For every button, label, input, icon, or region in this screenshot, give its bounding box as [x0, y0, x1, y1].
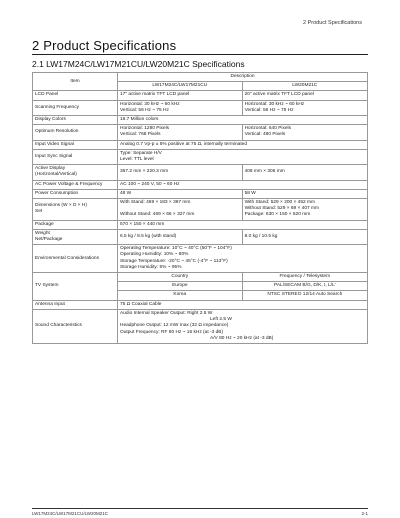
table-row [33, 189, 368, 198]
sound-line: Audio Internal Speaker Output: Right 2.5 W [120, 310, 213, 316]
spec-item: AC Power Voltage & Frequency [33, 180, 118, 189]
spec-value: 16.7 Million colors [118, 116, 368, 125]
spec-value-b: Horizontal: 640 Pixels Vertical: 480 Pixels [242, 125, 367, 140]
spec-table-body [33, 73, 368, 344]
table-header-row [33, 73, 368, 82]
sound-line: Headphone Output: 12 mW max (32 Ω impedance) [120, 323, 229, 329]
spec-value-a: Horizontal: 30 kHz ~ 60 kHz Vertical: 56 Hz ~ 75 Hz [118, 100, 243, 115]
table-row [33, 180, 368, 189]
spec-item: Display Colors [33, 116, 118, 125]
spec-value-a: With Stand: 469 × 183 × 367 mm Without Stand: 469 × 66 × 327 mm [118, 199, 243, 221]
spec-item: Antenna Input [33, 300, 118, 309]
col-a-header: LW17M24C/LW17M21CU [118, 82, 243, 91]
table-row [33, 229, 368, 244]
running-head: 2 Product Specifications [302, 20, 362, 26]
title-rule [32, 54, 368, 55]
tv-country: Korea [118, 291, 243, 300]
spec-value: AC 100 ~ 240 V, 50 ~ 60 Hz [118, 180, 368, 189]
spec-item: Input Video Signal [33, 140, 118, 149]
tv-country: Europe [118, 282, 243, 291]
spec-item: TV System [33, 273, 118, 301]
tv-freq: NTSC STEREO 12/14 Auto Search [242, 291, 367, 300]
spec-value-b: With Stand: 529 × 200 × 452 mm Without Stand: 529 × 69 × 407 mm Package: 630 × 150 × 520 mm [242, 199, 367, 221]
spec-item: Package [33, 220, 118, 229]
spec-value-a: 6.5 kg / 8.5 kg (with stand) [118, 229, 243, 244]
spec-value-a: Horizontal: 1280 Pixels Vertical: 768 Pixels [118, 125, 243, 140]
spec-value-a: 17" active matrix TFT LCD panel [118, 91, 243, 100]
section-title: 2.1 LW17M24C/LW17M21CU/LW20M21C Specifications [32, 59, 245, 69]
table-row [33, 91, 368, 100]
spec-item: Optimum Resolution [33, 125, 118, 140]
footer-rule [32, 508, 368, 509]
item-header-label: Item [70, 78, 80, 84]
spec-item: Sound Characteristics [33, 309, 118, 343]
spec-item: Weight Net/Package [33, 229, 118, 244]
spec-item: Active Display (Horizontal/Vertical) [33, 165, 118, 180]
spec-value: 570 × 150 × 440 mm [118, 220, 368, 229]
page-title: 2 Product Specifications [32, 38, 177, 53]
table-row [33, 140, 368, 149]
footer-model: LW17M24C/LW17M21CU/LW20M21C [32, 511, 109, 516]
item-header [33, 73, 118, 91]
sound-line: Output Frequency: RF 80 Hz ~ 15 kHz (at -3 dB) [120, 329, 224, 335]
table-row [33, 125, 368, 140]
table-row [33, 116, 368, 125]
table-row [33, 300, 368, 309]
table-row [33, 100, 368, 115]
page-number: 2-1 [361, 511, 368, 516]
spec-value: Type: Separate H/V Level: TTL level [118, 149, 368, 164]
col-b-header: LW20M21C [242, 82, 367, 91]
spec-value-b: 8.0 kg / 10.5 kg [242, 229, 367, 244]
spec-value-b: 408 mm × 306 mm [242, 165, 367, 180]
table-row [33, 149, 368, 164]
spec-value [118, 309, 368, 343]
spec-item: LCD Panel [33, 91, 118, 100]
spec-value: Operating Temperature: 10°C ~ 40°C (50°F ~ 104°F) Operating Humidity: 10% ~ 80% Storage Temperature: -20°C ~ 45°C (-4°F ~ 113°F) Storage Humidity: 5% ~ 95% [118, 245, 368, 273]
spec-value-a: 367.2 mm × 220.3 mm [118, 165, 243, 180]
spec-value: 75 Ω Coaxial Cable [118, 300, 368, 309]
spec-item: Scanning Frequency [33, 100, 118, 115]
sound-line: Left 2.5 W [210, 317, 232, 323]
tv-freq-header: Frequency / Telesystem [242, 273, 367, 282]
table-row [33, 245, 368, 273]
table-row [33, 309, 368, 343]
spec-item: Dimensions (W × D × H) Set [33, 199, 118, 221]
spec-value-b: Horizontal: 30 kHz ~ 60 kHz Vertical: 56 Hz ~ 75 Hz [242, 100, 367, 115]
tv-freq: PAL/SECAM B/G, D/K, I, L/L' [242, 282, 367, 291]
spec-value: Analog 0.7 Vp-p ± 5% positive at 75 Ω, internally terminated [118, 140, 368, 149]
sound-line: A/V 80 Hz ~ 20 kHz (at -3 dB) [210, 335, 274, 341]
table-row [33, 199, 368, 221]
spec-value-a: 48 W [118, 189, 243, 198]
tv-country-header: Country [118, 273, 243, 282]
spec-item: Power Consumption [33, 189, 118, 198]
description-header: Description [118, 73, 368, 82]
spec-value-b: 20" active matrix TFT LCD panel [242, 91, 367, 100]
spec-table [32, 72, 368, 344]
table-row [33, 273, 368, 282]
spec-item: Input Sync Signal [33, 149, 118, 164]
table-row [33, 165, 368, 180]
spec-item: Environmental Considerations [33, 245, 118, 273]
table-row [33, 220, 368, 229]
spec-value-b: 58 W [242, 189, 367, 198]
